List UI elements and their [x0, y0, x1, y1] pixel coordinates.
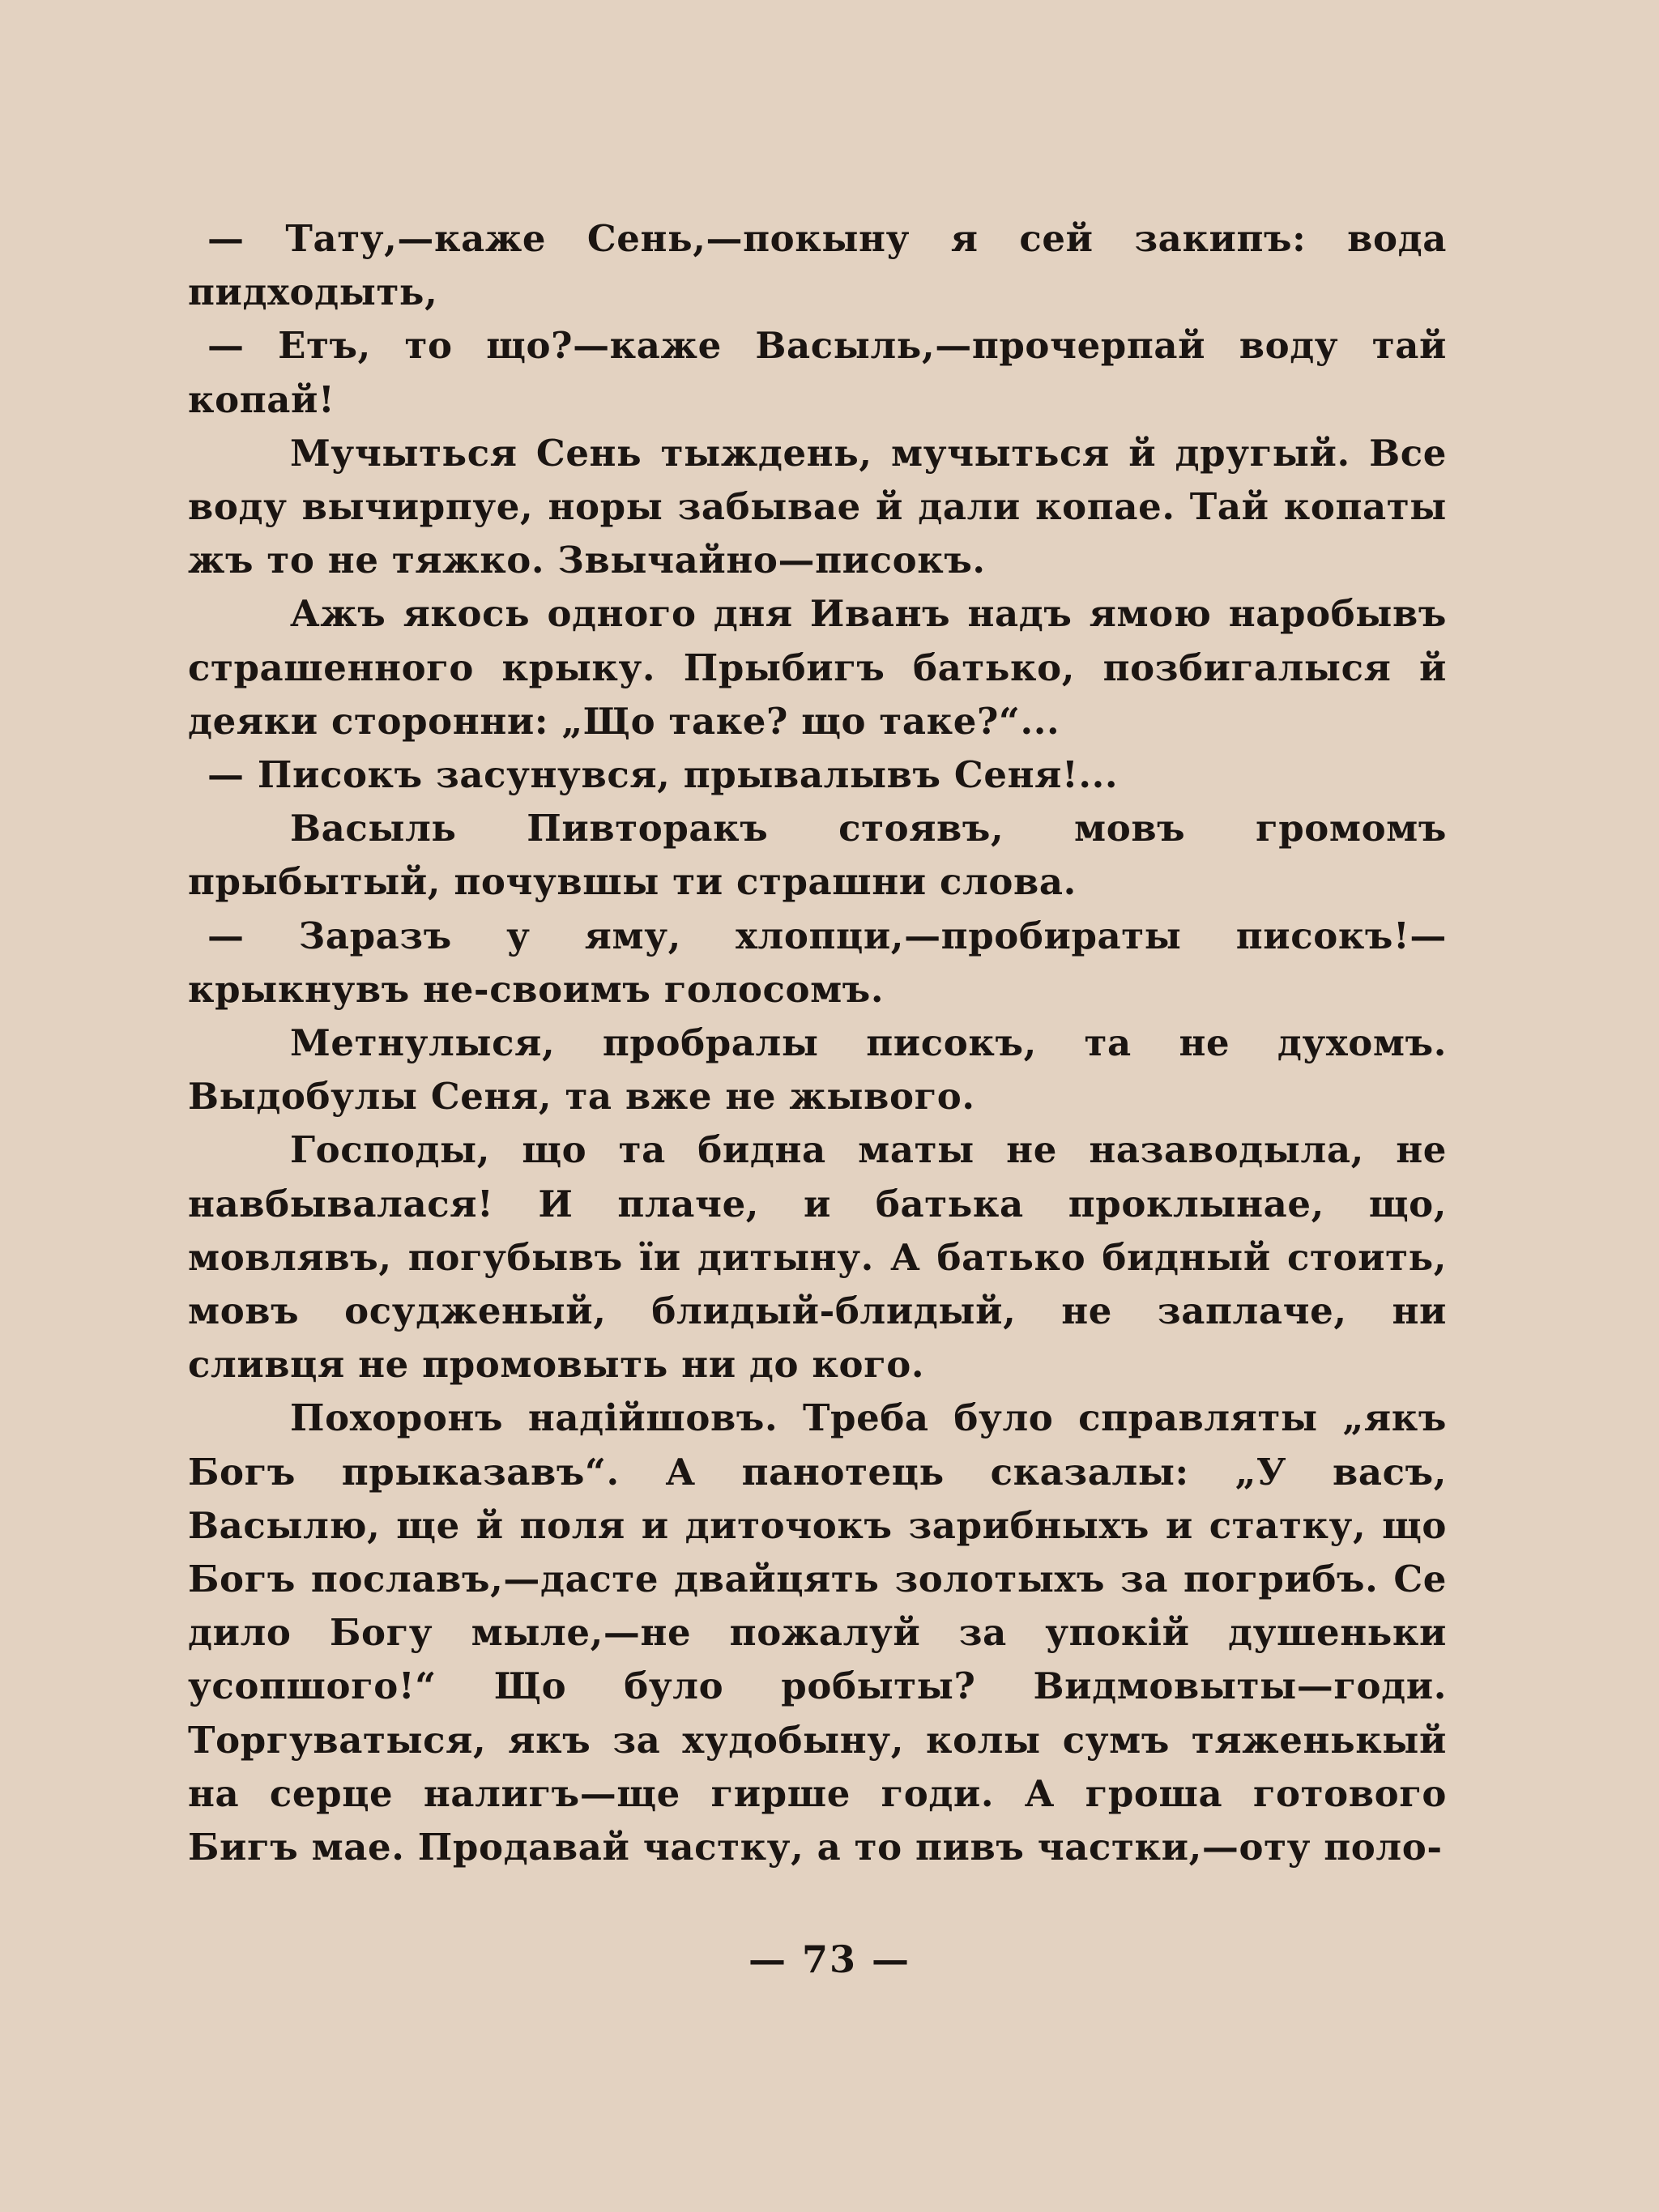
paragraph: Метнулыся, пробралы писокъ, та не духомъ. Выдобулы Сеня, та вже не жывого. — [188, 1021, 1447, 1119]
paragraph: — Заразъ у яму, хлопци,—пробираты писокъ!—крыкнувъ не-своимъ голосомъ. — [188, 914, 1447, 1011]
paragraph: — Етъ, то що?—каже Васыль,—прочерпай воду тай копай! — [188, 324, 1447, 421]
paragraph: — Тату,—каже Сень,—покыну я сей закипъ: вода пидходыть, — [188, 217, 1447, 314]
page-text — [188, 212, 1447, 1874]
paragraph: Васыль Пивторакъ стоявъ, мовъ громомъ прыбытый, почувшы ти страшни слова. — [188, 807, 1447, 904]
paragraph: Мучыться Сень тыждень, мучыться й другый. Все воду вычирпуе, норы забывае й дали копае. Тай копаты жъ то не тяжко. Звычайно—писокъ. — [188, 431, 1447, 582]
page-number: — 73 — — [748, 1937, 911, 1981]
paragraph: Похоронъ надійшовъ. Треба було справляты „якъ Богъ прыказавъ“. А панотець сказалы: „У васъ, Васылю, ще й поля и диточокъ зарибныхъ и статку, що Богъ пославъ,—даcте двайцять золотыхъ за погрибъ. Се дило Богу мыле,—не пожалуй за упокій душеньки усопшого!“ Що було робыты? Видмовыты—годи. Торгуватыся, якъ за худобыну, колы сумъ тяженькый на серце налигъ—ще гирше годи. А гроша готового Бигъ мае. Продавай частку, а то пивъ частки,—оту поло- — [188, 1396, 1447, 1869]
paragraph: Господы, що та бидна маты не назаводыла, не навбывалася! И плаче, и батька проклынае, що, мовлявъ, погубывъ їи дитыну. А батько бидный стоить, мовъ осудженый, блидый-блидый, не заплаче, ни сливця не промовыть ни до кого. — [188, 1128, 1447, 1387]
paragraph: Ажъ якось одного дня Иванъ надъ ямою наробывъ страшенного крыку. Прыбигъ батько, позбигалыся й деяки сторонни: „Що таке? що таке?“... — [188, 592, 1447, 743]
paragraph: — Писокъ засунувся, прывалывъ Сеня!... — [207, 753, 1119, 797]
